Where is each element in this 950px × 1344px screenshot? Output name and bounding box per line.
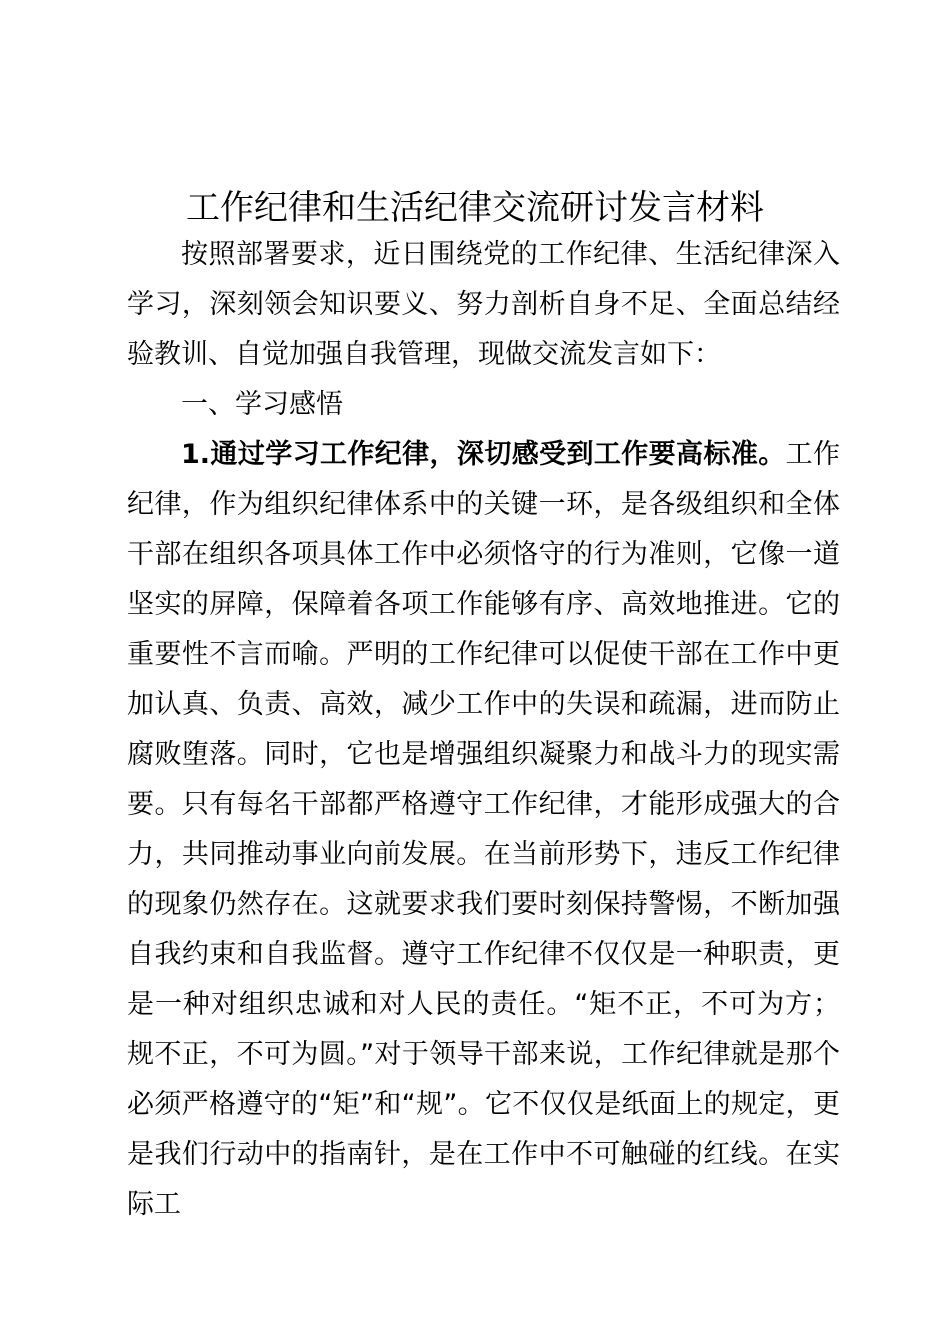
intro-paragraph: 按照部署要求，近日围绕党的工作纪律、生活纪律深入学习，深刻领会知识要义、努力剖析自身不足、全面总结经验教训、自觉加强自我管理，现做交流发言如下：	[127, 239, 840, 370]
point-1-body: 工作纪律，作为组织纪律体系中的关键一环，是各级组织和全体干部在组织各项具体工作中必须恪守的行为准则，它像一道坚实的屏障，保障着各项工作能够有序、高效地推进。它的重要性不言而喻。严明的工作纪律可以促使干部在工作中更加认真、负责、高效，减少工作中的失误和疏漏，进而防止腐败堕落。同时，它也是增强组织凝聚力和战斗力的现实需要。只有每名干部都严格遵守工作纪律，才能形成强大的合力，共同推动事业向前发展。在当前形势下，违反工作纪律的现象仍然存在。这就要求我们要时刻保持警惕，不断加强自我约束和自我监督。遵守工作纪律不仅仅是一种职责，更是一种对组织忠诚和对人民的责任。“矩不正，不可为方；规不正，不可为圆。”对于领导干部来说，工作纪律就是那个必须严格遵守的“矩”和“规”。它不仅仅是纸面上的规定，更是我们行动中的指南针，是在工作中不可触碰的红线。在实际工	[127, 439, 840, 1220]
section-heading: 一、学习感悟	[181, 389, 343, 420]
point-1-lead: 1.通过学习工作纪律，深切感受到工作要高标准。	[181, 439, 786, 470]
document-title: 工作纪律和生活纪律交流研讨发言材料	[186, 188, 764, 228]
point-1-paragraph	[127, 430, 840, 1230]
